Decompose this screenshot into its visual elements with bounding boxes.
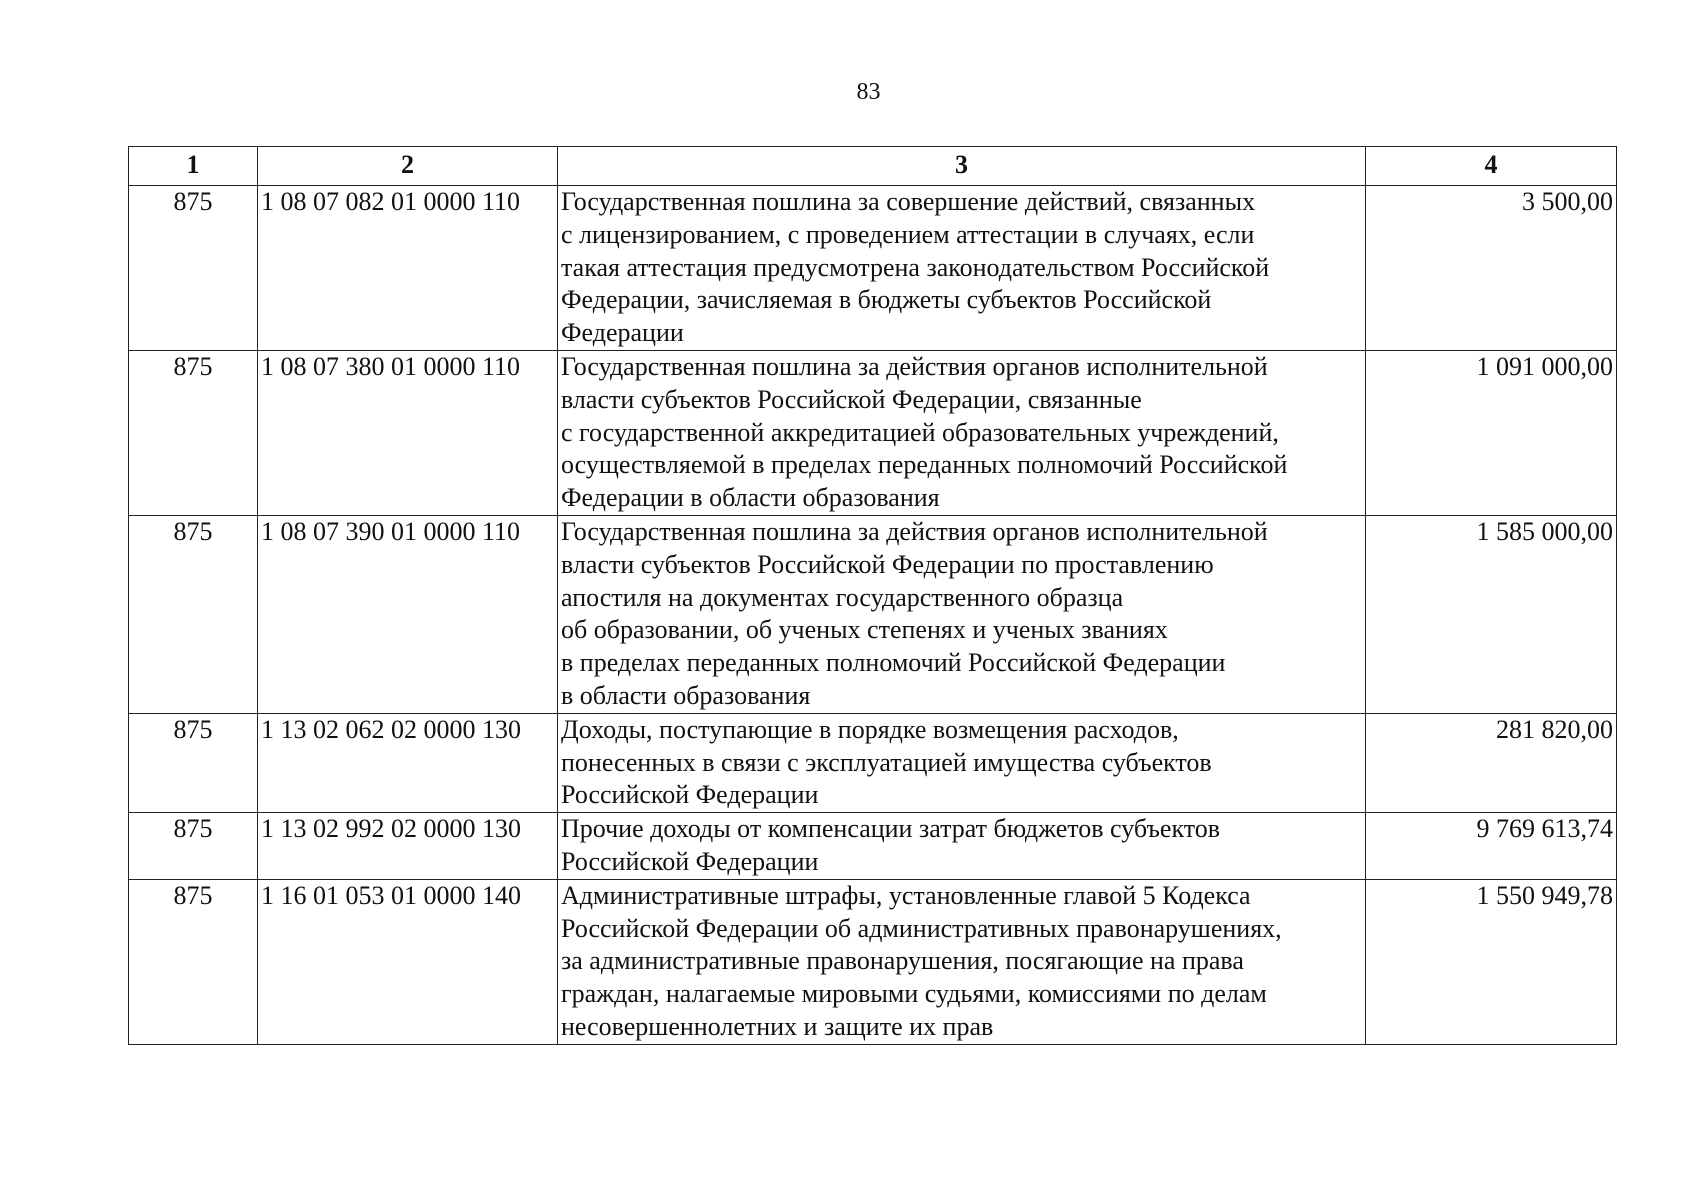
table-header xyxy=(129,147,1617,186)
admin-code-cell: 875 xyxy=(129,813,258,880)
table-row xyxy=(129,515,1617,713)
admin-code-cell: 875 xyxy=(129,350,258,515)
amount-cell: 1 091 000,00 xyxy=(1366,350,1617,515)
kbk-code-cell: 1 08 07 082 01 0000 110 xyxy=(258,186,558,351)
kbk-code-cell: 1 13 02 992 02 0000 130 xyxy=(258,813,558,880)
description-cell: Государственная пошлина за действия органов исполнительной власти субъектов Российской Федерации по проставлению апостиля на документах государственного образца об образовании, об ученых степенях и ученых званиях в пределах переданных полномочий Российской Федерации в области образования xyxy=(558,515,1366,713)
description-cell: Административные штрафы, установленные главой 5 Кодекса Российской Федерации об административных правонарушениях, за административные правонарушения, посягающие на права граждан, налагаемые мировыми судьями, комиссиями по делам несовершеннолетних и защите их прав xyxy=(558,879,1366,1044)
amount-cell: 1 550 949,78 xyxy=(1366,879,1617,1044)
table-row xyxy=(129,713,1617,812)
amount-cell: 9 769 613,74 xyxy=(1366,813,1617,880)
description-cell: Прочие доходы от компенсации затрат бюджетов субъектов Российской Федерации xyxy=(558,813,1366,880)
amount-cell: 1 585 000,00 xyxy=(1366,515,1617,713)
table-row xyxy=(129,879,1617,1044)
header-col-1: 1 xyxy=(129,147,258,186)
admin-code-cell: 875 xyxy=(129,186,258,351)
amount-cell: 3 500,00 xyxy=(1366,186,1617,351)
description-cell: Доходы, поступающие в порядке возмещения расходов, понесенных в связи с эксплуатацией имущества субъектов Российской Федерации xyxy=(558,713,1366,812)
kbk-code-cell: 1 08 07 390 01 0000 110 xyxy=(258,515,558,713)
description-cell: Государственная пошлина за совершение действий, связанных с лицензированием, с проведением аттестации в случаях, если такая аттестация предусмотрена законодательством Российской Федерации, зачисляемая в бюджеты субъектов Российской Федерации xyxy=(558,186,1366,351)
admin-code-cell: 875 xyxy=(129,879,258,1044)
header-col-2: 2 xyxy=(258,147,558,186)
header-row xyxy=(129,147,1617,186)
table-body xyxy=(129,186,1617,1045)
table-row xyxy=(129,186,1617,351)
kbk-code-cell: 1 16 01 053 01 0000 140 xyxy=(258,879,558,1044)
revenue-table xyxy=(128,146,1617,1045)
kbk-code-cell: 1 08 07 380 01 0000 110 xyxy=(258,350,558,515)
admin-code-cell: 875 xyxy=(129,713,258,812)
amount-cell: 281 820,00 xyxy=(1366,713,1617,812)
kbk-code-cell: 1 13 02 062 02 0000 130 xyxy=(258,713,558,812)
description-cell: Государственная пошлина за действия органов исполнительной власти субъектов Российской Федерации, связанные с государственной аккредитацией образовательных учреждений, осуществляемой в пределах переданных полномочий Российской Федерации в области образования xyxy=(558,350,1366,515)
header-col-4: 4 xyxy=(1366,147,1617,186)
page-number: 83 xyxy=(856,79,881,105)
table-row xyxy=(129,813,1617,880)
table-row xyxy=(129,350,1617,515)
admin-code-cell: 875 xyxy=(129,515,258,713)
header-col-3: 3 xyxy=(558,147,1366,186)
